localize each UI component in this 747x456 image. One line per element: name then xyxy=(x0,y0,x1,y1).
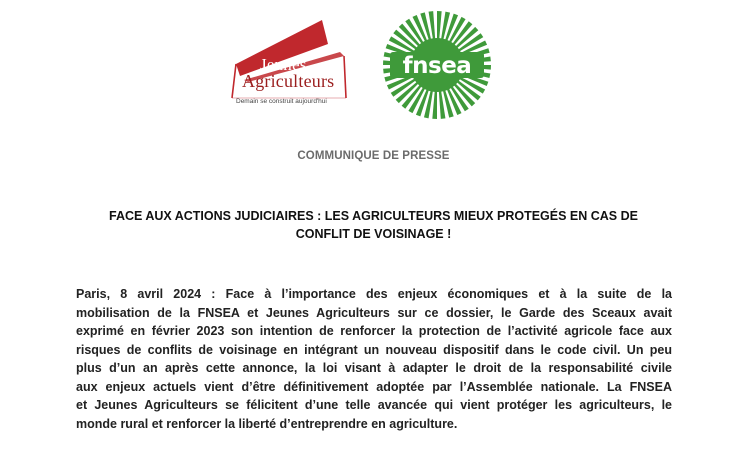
body-line: mobilisation de la FNSEA et Jeunes Agriculteurs sur ce dossier, le Garde des Sceaux avait xyxy=(76,305,672,320)
body-paragraph xyxy=(76,285,672,433)
body-line: exprimé en février 2023 son intention de renforcer la protection de l’activité agricole face aux xyxy=(76,324,672,338)
headline-line-2: CONFLIT DE VOISINAGE ! xyxy=(295,227,452,241)
fnsea-wordmark: fnsea xyxy=(402,53,472,79)
headline-line-1: FACE AUX ACTIONS JUDICIAIRES : LES AGRICULTEURS MIEUX PROTEGÉS EN CAS DE xyxy=(109,209,638,223)
press-release-label: COMMUNIQUE DE PRESSE xyxy=(297,150,450,162)
logo-header xyxy=(0,0,747,130)
body-line: Paris, 8 avril 2024 : Face à l’importance des enjeux économiques et à la suite de la xyxy=(76,287,672,301)
ja-word-agriculteurs: Agriculteurs xyxy=(242,71,335,91)
body-line: risques de conflits de voisinage en intégrant un nouveau dispositif dans le code civil. Un peu xyxy=(76,342,672,357)
ja-tagline: Demain se construit aujourd'hui xyxy=(236,98,327,105)
body-line: aux enjeux actuels vient d’être définitivement adoptée par l’Assemblée nationale. La FNSEA xyxy=(76,379,672,394)
ja-word-jeunes: Jeunes xyxy=(260,55,307,74)
headline xyxy=(70,207,677,243)
body-line: monde rural et renforcer la liberté d’entreprendre en agriculture. xyxy=(76,416,458,431)
jeunes-agriculteurs-wordmark xyxy=(236,56,334,90)
body-line: plus d’un an après cette annonce, la loi visant à adapter le droit de la responsabilité civile xyxy=(76,361,672,375)
body-line: et Jeunes Agriculteurs se félicitent d’une telle avancée qui vient protéger les agriculteurs, le xyxy=(76,398,672,412)
